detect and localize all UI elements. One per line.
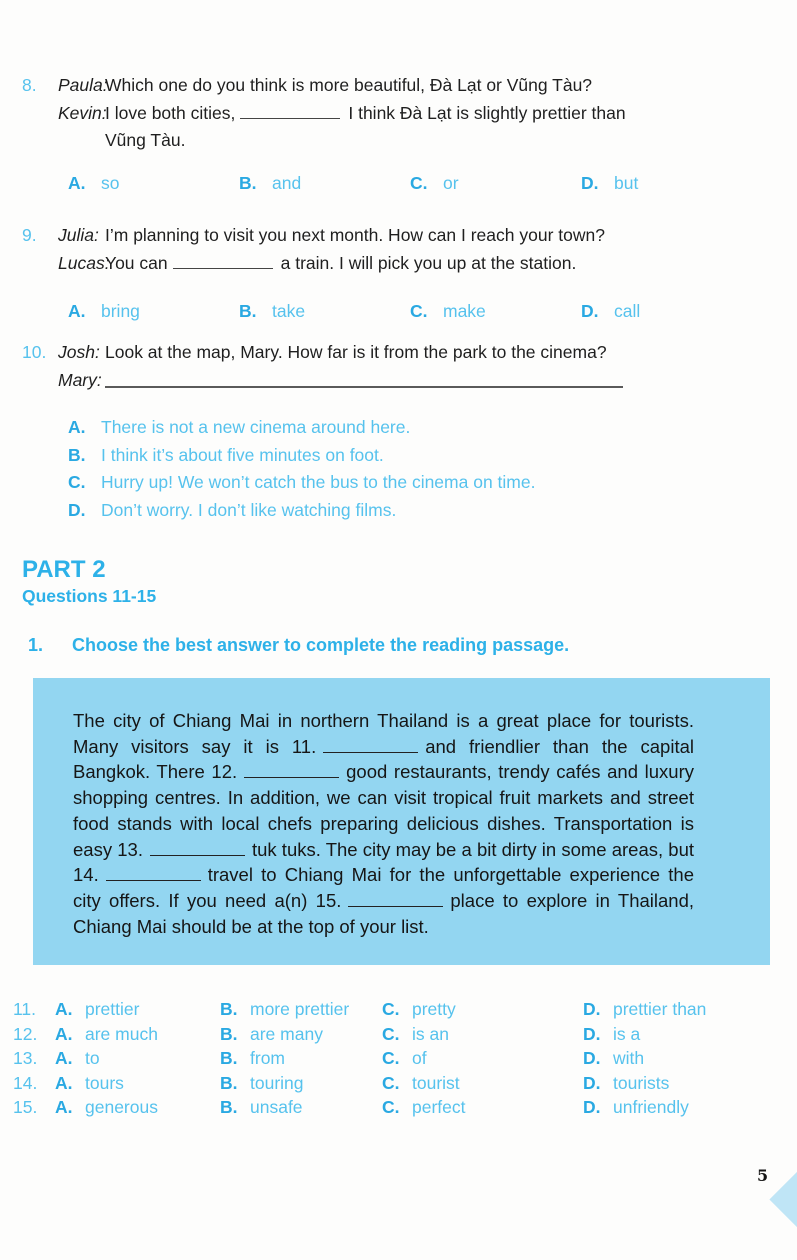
question-number: 12. (13, 1023, 38, 1044)
option-text: touring (250, 1072, 304, 1093)
option-text: is an (412, 1023, 449, 1044)
question-9 (22, 222, 774, 322)
answer-blank-15 (348, 894, 443, 907)
answer-blank-14 (106, 868, 201, 881)
answer-blank-12 (244, 765, 339, 778)
option-letter: B. (220, 999, 238, 1019)
dialogue-text: You can (105, 252, 168, 273)
option-b (220, 1071, 382, 1096)
option-letter: B. (239, 172, 257, 193)
option-c (382, 1071, 583, 1096)
answer-blank-line (105, 374, 623, 388)
option-text: and (272, 172, 302, 193)
option-text: prettier (85, 999, 140, 1019)
passage-box (33, 678, 770, 965)
option-text: tourists (613, 1072, 670, 1093)
option-b (239, 173, 410, 194)
speaker-name: Paula: (58, 75, 108, 95)
option-d (68, 497, 774, 525)
dialogue-line: Look at the map, Mary. How far is it from the park to the cinema? (105, 342, 607, 362)
dialogue-row (22, 339, 774, 367)
option-text: of (412, 1048, 427, 1069)
spacer (58, 127, 105, 155)
option-text: is a (613, 1023, 641, 1044)
question-number: 14. (13, 1072, 38, 1093)
answer-grid (13, 997, 791, 1120)
option-a (68, 173, 239, 194)
option-text: tourist (412, 1072, 460, 1093)
speaker-name: Julia: (58, 225, 99, 245)
option-a (68, 414, 774, 442)
dialogue-row (22, 127, 774, 155)
option-c (382, 1095, 583, 1120)
option-letter: A. (55, 1097, 73, 1118)
option-letter: C. (382, 999, 400, 1019)
option-text: perfect (412, 1097, 466, 1118)
option-text: There is not a new cinema around here. (101, 417, 411, 437)
option-letter: A. (68, 301, 86, 321)
speaker-name: Kevin: (58, 102, 107, 123)
option-letter: D. (583, 1023, 601, 1044)
option-letter: D. (581, 172, 599, 193)
option-letter: A. (68, 172, 86, 193)
option-letter: C. (410, 301, 428, 321)
option-text: prettier than (613, 999, 707, 1019)
instruction (28, 632, 569, 659)
option-d (583, 1071, 791, 1096)
option-d (581, 301, 640, 322)
option-d (581, 173, 638, 194)
option-letter: D. (583, 1097, 601, 1118)
question-number: 10. (22, 342, 47, 362)
option-text: take (272, 301, 306, 321)
option-b (220, 1022, 382, 1047)
option-a (68, 301, 239, 322)
option-b (68, 442, 774, 470)
question-row-14 (13, 1071, 791, 1096)
answer-blank (173, 256, 273, 269)
spacer (22, 367, 58, 395)
answer-blank (240, 106, 340, 119)
option-d (583, 1046, 791, 1071)
dialogue-text: I think Đà Lạt is slightly prettier than (348, 102, 626, 123)
option-text: I think it’s about five minutes on foot. (101, 444, 384, 465)
option-text: are many (250, 1023, 323, 1044)
passage-text: The city of Chiang Mai in northern Thailand is a great place for tourists. Many visitors say it is 11. (73, 710, 694, 757)
question-row-13 (13, 1046, 791, 1071)
option-letter: D. (581, 301, 599, 321)
option-b (239, 301, 410, 322)
passage-text: travel to Chiang Mai for the unforgettable experience the city offers. If you need a(n) 15. (73, 864, 694, 911)
option-d (583, 997, 791, 1022)
instruction-text: Choose the best answer to complete the reading passage. (72, 635, 570, 655)
option-a (55, 997, 220, 1022)
spacer (22, 250, 58, 278)
dialogue-line (105, 250, 774, 278)
option-letter: C. (382, 1072, 400, 1093)
spacer (22, 100, 58, 128)
spacer (22, 127, 58, 155)
passage-text: place to explore in Thailand, Chiang Mai should be at the top of your list. (73, 889, 695, 937)
option-d (583, 1095, 791, 1120)
option-letter: A. (55, 1023, 73, 1044)
option-text: from (250, 1048, 285, 1069)
option-letter: D. (583, 1048, 601, 1069)
option-text: are much (85, 1023, 158, 1044)
question-number: 9. (22, 225, 37, 245)
speaker-name: Mary: (58, 369, 102, 390)
option-a (55, 1022, 220, 1047)
answer-blank-13 (150, 843, 245, 856)
passage-text: good restaurants, trendy cafés and luxury shopping centres. In addition, we can visit tropical fruit markets and street food stands with local chefs preparing delicious dishes. Transportation is easy 13. (73, 761, 694, 860)
option-letter: C. (382, 1097, 400, 1118)
option-text: bring (101, 301, 140, 321)
option-a (55, 1095, 220, 1120)
dialogue-line: I’m planning to visit you next month. How can I reach your town? (105, 225, 605, 245)
option-letter: B. (220, 1048, 238, 1069)
option-c (382, 1046, 583, 1071)
option-b (220, 1046, 382, 1071)
option-letter: A. (55, 1048, 73, 1069)
part-2-subtitle: Questions 11-15 (22, 586, 157, 606)
option-letter: C. (382, 1023, 400, 1044)
passage-text: tuk tuks. The city may be a bit dirty in some areas, but 14. (73, 838, 695, 886)
question-number: 8. (22, 75, 37, 95)
option-text: tours (85, 1072, 124, 1093)
dialogue-line: Which one do you think is more beautiful, Đà Lạt or Vũng Tàu? (105, 75, 593, 95)
option-text: unfriendly (613, 1097, 689, 1118)
option-letter: C. (68, 472, 86, 493)
option-c (410, 301, 581, 322)
option-letter: B. (220, 1097, 238, 1118)
instruction-number: 1. (28, 635, 44, 655)
option-c (382, 997, 583, 1022)
passage-text: and friendlier than the capital Bangkok. There 12. (73, 735, 694, 783)
options-row (68, 173, 774, 194)
option-text: Hurry up! We won’t catch the bus to the cinema on time. (101, 472, 536, 493)
dialogue-line (105, 100, 774, 128)
speaker-name: Lucas: (58, 252, 110, 273)
option-letter: D. (68, 500, 86, 521)
option-d (583, 1022, 791, 1047)
question-row-11 (13, 997, 791, 1022)
option-a (55, 1071, 220, 1096)
option-letter: A. (55, 1072, 73, 1093)
option-text: with (613, 1048, 645, 1069)
dialogue-row (22, 72, 774, 100)
dialogue-row (22, 222, 774, 250)
question-number: 11. (13, 999, 37, 1019)
option-text: to (85, 1048, 100, 1069)
option-text: pretty (412, 999, 456, 1019)
option-text: more prettier (250, 999, 350, 1019)
question-number: 15. (13, 1097, 38, 1118)
dialogue-row (22, 100, 774, 128)
dialogue-row (22, 250, 774, 278)
dialogue-text: I love both cities, (105, 102, 236, 123)
option-a (55, 1046, 220, 1071)
reading-passage (33, 678, 770, 939)
option-text: but (614, 172, 639, 193)
option-letter: D. (583, 1072, 601, 1093)
options-row (68, 301, 774, 322)
option-text: make (443, 301, 486, 321)
question-row-15 (13, 1095, 791, 1120)
dialogue-line: Vũng Tàu. (105, 130, 186, 150)
option-c (382, 1022, 583, 1047)
options-list (68, 414, 774, 525)
option-letter: B. (220, 1023, 238, 1044)
dialogue-row (22, 367, 774, 395)
option-letter: B. (68, 444, 86, 465)
option-b (220, 1095, 382, 1120)
option-text: or (443, 172, 459, 193)
option-letter: C. (410, 172, 428, 193)
answer-blank-11 (323, 740, 418, 753)
question-8 (22, 72, 774, 194)
dialogue-line (105, 367, 774, 395)
option-text: Don’t worry. I don’t like watching films. (101, 500, 397, 521)
page-number: 5 (757, 1166, 769, 1185)
option-b (220, 997, 382, 1022)
speaker-name: Josh: (58, 342, 100, 362)
option-text: call (614, 301, 641, 321)
option-c (410, 173, 581, 194)
question-10 (22, 339, 774, 525)
option-text: so (101, 172, 120, 193)
option-c (68, 469, 774, 497)
part-2-title: PART 2 (22, 556, 106, 583)
option-letter: B. (220, 1072, 238, 1093)
option-letter: A. (55, 999, 73, 1019)
question-number: 13. (13, 1048, 38, 1069)
option-letter: B. (239, 301, 257, 321)
option-letter: A. (68, 417, 86, 437)
option-text: unsafe (250, 1097, 303, 1118)
option-text: generous (85, 1097, 158, 1118)
option-letter: D. (583, 999, 601, 1019)
option-letter: C. (382, 1048, 400, 1069)
dialogue-text: a train. I will pick you up at the station. (280, 252, 577, 273)
question-row-12 (13, 1022, 791, 1047)
